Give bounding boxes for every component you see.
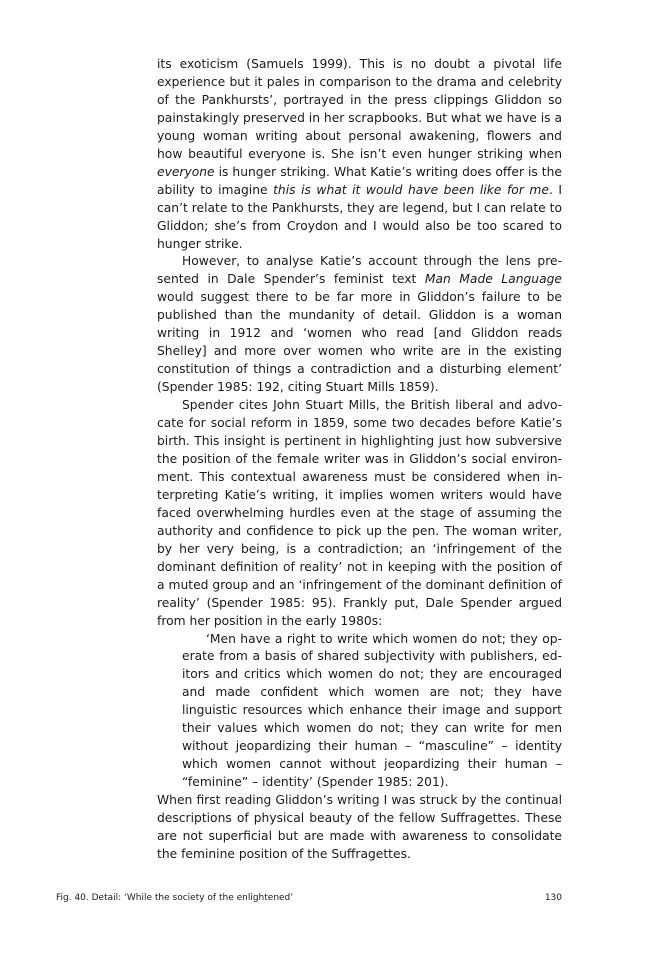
paragraphs [157,56,562,631]
closing-paragraph: When first reading Gliddon’s writing I was struck by the continual descriptions of physical beauty of the fellow Suffragettes. These are not superficial but are made with awareness to consolidate the feminine position of the Suffragettes. [157,793,562,861]
paragraph [157,56,562,253]
body-text [157,56,562,864]
paragraph [157,397,562,630]
paragraph [157,253,562,397]
text-run: its exoticism (Samuels 1999). This is no doubt a pivotal life experience but it pales in comparison to the drama and celebrity of the Pankhursts’, portrayed in the press clippings Gliddon so painstakingly preserved in her scrapbooks. But what we have is a young woman writing about personal awakening, flowers and how beautiful everyone is. She isn’t even hunger striking when [157,57,562,161]
text-run: would suggest there to be far more in Gliddon’s failure to be published than the mundanity of detail. Gliddon is a woman writing in 1912 and ‘women who read [and Gliddon reads Shelley] and more over women who write are in the existing constitution of things a contradiction and a disturbing element’ (Spender 1985: 192, citing Stuart Mills 1859). [157,290,562,395]
text-run: is hunger striking. What Katie’s writing does offer is the ability to imagine [157,164,562,197]
figure-caption: Fig. 40. Detail: ‘While the society of the enlightened’ [56,893,294,903]
text-run: However, to analyse Katie’s account through the lens presented in Dale Spender’s feminist text [157,254,562,287]
text-run: Spender cites John Stuart Mills, the British liberal and advocate for social reform in 1859, some two decades before Katie’s birth. This insight is pertinent in highlighting just how subversive the position of the female writer was in Gliddon’s social environment. This contextual awareness must be considered when interpreting Katie’s writing, it implies women writers would have faced overwhelming hurdles even at the stage of assuming the authority and confidence to pick up the pen. The woman writer, by her very being, is a contradiction; an ‘infringement of the dominant definition of reality’ not in keeping with the position of a muted group and an ‘infringement of the dominant definition of reality’ (Spender 1985: 95). Frankly put, Dale Spender argued from her position in the early 1980s: [157,398,562,628]
text-run: . I can’t relate to the Pankhursts, they are legend, but I can relate to Gliddon; she’s from Croydon and I would also be too scared to hunger strike. [157,182,563,251]
italic-text: Man Made Language [424,272,562,287]
page-number: 130 [544,893,562,903]
italic-text: this is what it would have been like for me [273,182,549,197]
italic-text: everyone [157,164,215,179]
block-quote-text: ‘Men have a right to write which women do not; they operate from a basis of shared subjectivity with publishers, editors and critics which women do not; they are encouraged and made confident which women are not; they have linguistic resources which enhance their image and support their values which women do not; they can write for men without jeopardizing their human – “masculine” – identity which women cannot without jeopardizing their human – “feminine” – identity’ (Spender 1985: 201). [182,631,562,790]
block-quote [182,631,562,793]
